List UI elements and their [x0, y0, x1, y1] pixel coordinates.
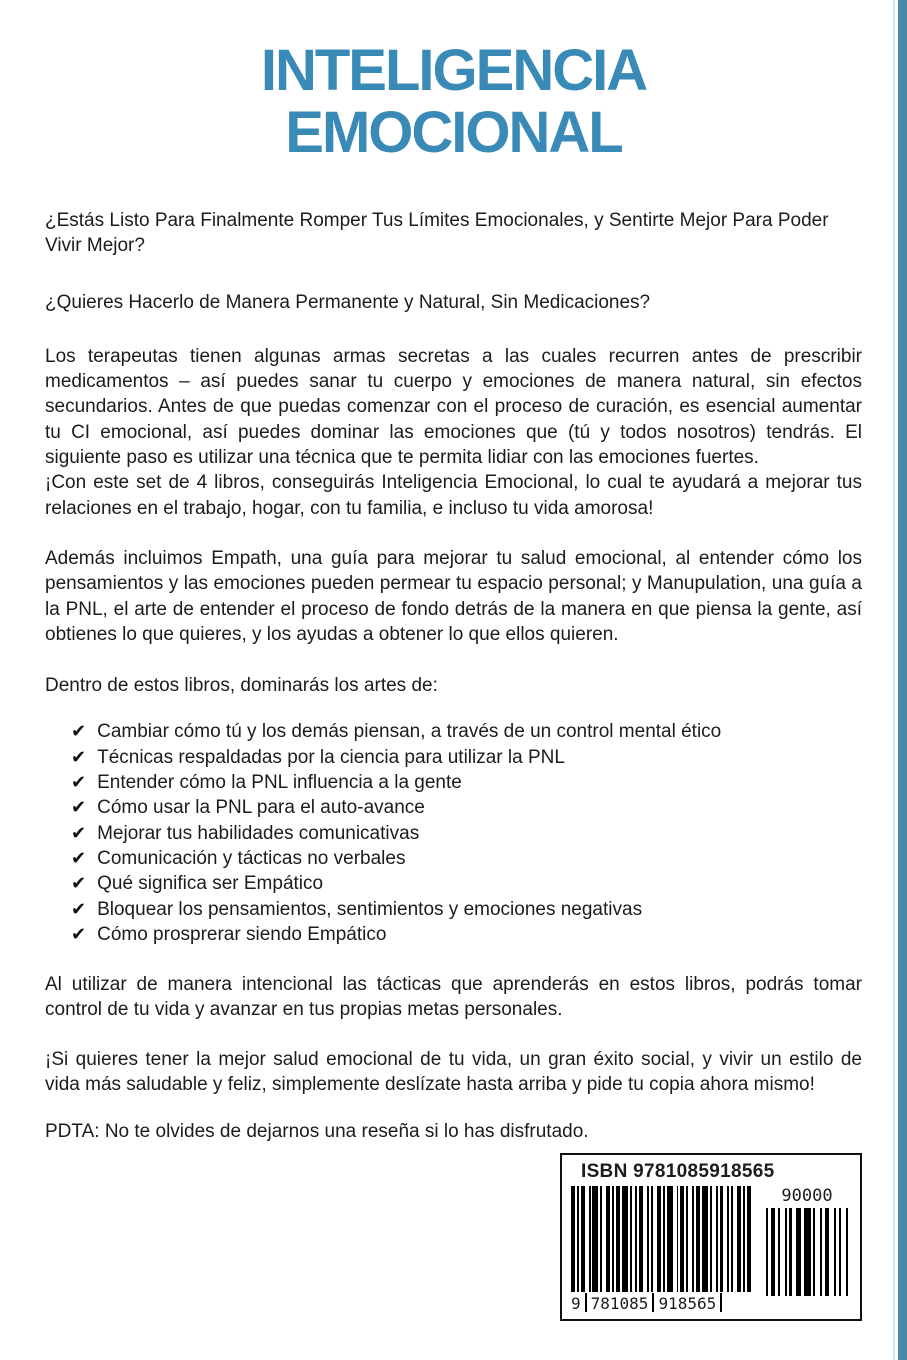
feature-text: Cambiar cómo tú y los demás piensan, a través de un control mental ético [97, 721, 722, 743]
check-icon: ✔ [71, 721, 87, 742]
ean13-digits [571, 1292, 751, 1313]
book-title-line-1: INTELIGENCIA [260, 38, 647, 103]
check-icon: ✔ [71, 873, 87, 894]
list-item [71, 770, 862, 795]
feature-text: Entender cómo la PNL influencia a la gente [97, 772, 462, 794]
barcode-bars-row [571, 1186, 851, 1313]
list-item [71, 745, 862, 770]
list-item [71, 846, 862, 871]
check-icon: ✔ [71, 772, 87, 793]
cover-edge-accent [898, 0, 907, 1360]
guard-bar [720, 1293, 722, 1312]
hook-question-1: ¿Estás Listo Para Finalmente Romper Tus Límites Emocionales, y Sentirte Mejor Para Poder Vivir Mejor? [45, 210, 829, 257]
feature-text: Cómo usar la PNL para el auto-avance [97, 797, 425, 819]
feature-text: Comunicación y tácticas no verbales [97, 847, 406, 869]
ean5-bars [766, 1208, 848, 1296]
digit-group: 9 [571, 1293, 581, 1313]
isbn-barcode-box [560, 1153, 862, 1321]
cover-edge-highlight [893, 0, 895, 1360]
book-title [45, 40, 862, 164]
list-item [71, 897, 862, 922]
list-item [71, 871, 862, 896]
cover-content [0, 40, 907, 1321]
feature-list [45, 719, 862, 947]
body-paragraph-book-set: ¡Con este set de 4 libros, conseguirás Inteligencia Emocional, lo cual te ayudará a mejorar tus relaciones en el trabajo, hogar, con tu familia, e incluso tu vida amorosa! [45, 472, 862, 519]
list-item [71, 795, 862, 820]
list-item [71, 922, 862, 947]
check-icon: ✔ [71, 746, 87, 767]
check-icon: ✔ [71, 923, 87, 944]
ean13-barcode [571, 1186, 751, 1313]
check-icon: ✔ [71, 847, 87, 868]
guard-bar [585, 1293, 587, 1312]
check-icon: ✔ [71, 797, 87, 818]
guard-bar [652, 1293, 654, 1312]
list-item [71, 821, 862, 846]
book-title-line-2: EMOCIONAL [285, 100, 622, 165]
feature-text: Bloquear los pensamientos, sentimientos y emociones negativas [97, 898, 643, 920]
postscript-note: PDTA: No te olvides de dejarnos una reseña si lo has disfrutado. [45, 1121, 589, 1143]
closing-paragraph-1: Al utilizar de manera intencional las tácticas que aprenderás en estos libros, podrás tomar control de tu vida y avanzar en tus propias metas personales. [45, 974, 862, 1021]
body-paragraph-empath: Además incluimos Empath, una guía para mejorar tu salud emocional, al entender cómo los pensamientos y las emociones pueden permear tu espacio personal; y Manupulation, una guía a la PNL, el arte de entender el proceso de fondo detrás de la manera en que piensa la gente, así obtienes lo que quieres, y los ayudas a obtener lo que ellos quieren. [45, 547, 862, 645]
check-icon: ✔ [71, 822, 87, 843]
check-icon: ✔ [71, 898, 87, 919]
body-paragraph-therapists: Los terapeutas tienen algunas armas secretas a las cuales recurren antes de prescribir medicamentos – así puedes sanar tu cuerpo y emociones de manera natural, sin efectos secundarios. Antes de que puedas comenzar con el proceso de curación, es esencial aumentar tu CI emocional, así puedes dominar las emociones que (tú y todos nosotros) tendrás. El siguiente paso es utilizar una técnica que te permita lidiar con las emociones fuertes. [45, 345, 862, 469]
supplement-code: 90000 [781, 1185, 833, 1206]
feature-text: Técnicas respaldadas por la ciencia para utilizar la PNL [97, 746, 565, 768]
ean5-supplement-barcode [764, 1186, 850, 1313]
feature-list-intro: Dentro de estos libros, dominarás los artes de: [45, 675, 438, 697]
feature-text: Qué significa ser Empático [97, 873, 324, 895]
digit-group: 918565 [658, 1293, 717, 1313]
list-item [71, 719, 862, 744]
closing-paragraph-2: ¡Si quieres tener la mejor salud emocional de tu vida, un gran éxito social, y vivir un estilo de vida más saludable y feliz, simplemente deslízate hasta arriba y pide tu copia ahora mismo! [45, 1048, 862, 1096]
hook-question-2: ¿Quieres Hacerlo de Manera Permanente y Natural, Sin Medicaciones? [45, 291, 651, 313]
feature-text: Cómo prosprerar siendo Empático [97, 923, 387, 945]
digit-group: 781085 [590, 1293, 649, 1313]
feature-text: Mejorar tus habilidades comunicativas [97, 822, 420, 844]
isbn-label: ISBN 9781085918565 [581, 1160, 775, 1182]
ean13-bars [571, 1186, 751, 1292]
